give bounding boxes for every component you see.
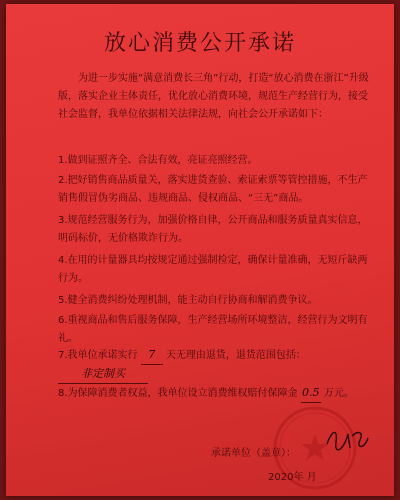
item-8-suffix: 万元。: [323, 388, 354, 399]
item-7-prefix: 7.我单位承诺实行: [58, 350, 138, 361]
item-8-prefix: 8.为保障消费者权益，我单位设立消费维权赔付保障金: [58, 388, 298, 399]
item-1: 1.做到证照齐全、合法有效，亮证亮照经营。: [58, 155, 258, 166]
item-7-days: 7: [141, 346, 163, 365]
item-6: 6.重视商品和售后服务保障，生产经营场所环境整洁，经营行为文明有礼。: [58, 315, 368, 344]
document-date: 2020年 月: [268, 472, 317, 483]
document-title: 放心消费公开承诺: [103, 31, 296, 56]
item-4: 4.在用的计量器具均按规定通过强制检定，确保计量准确，无短斤缺两行为。: [58, 255, 368, 284]
item-7: [58, 346, 374, 384]
intro-paragraph: 为进一步实施“满意消费长三角”行动，打造“放心消费在浙江”升级版，落实企业主体责任，优化放心消费环境，规范生产经营行为，接受社会监督，我单位依据相关法律法规，向社会公开承诺如下：: [58, 73, 369, 120]
handwritten-signature: [324, 424, 370, 454]
item-8-amount: 0.5: [301, 384, 321, 403]
item-5: 5.健全消费纠纷处理机制，能主动自行协商和解消费争议。: [58, 295, 318, 306]
item-2: 2.把好销售商品质量关，落实进货查验、索证索票等管控措施，不生产销售假冒伪劣商品、违规商品、侵权商品、“三无”商品。: [58, 175, 368, 204]
commitment-document: [6, 4, 394, 496]
signer-label: 承诺单位（盖章）：: [211, 448, 296, 459]
item-7-scope: 非定制买: [58, 365, 148, 384]
item-8: [58, 384, 374, 403]
item-3: 3.规范经营服务行为，加强价格自律，公开商品和服务质量真实信息，明码标价，无价格欺诈行为。: [58, 215, 368, 244]
item-7-middle: 天无理由退货，退货范围包括：: [165, 350, 306, 361]
